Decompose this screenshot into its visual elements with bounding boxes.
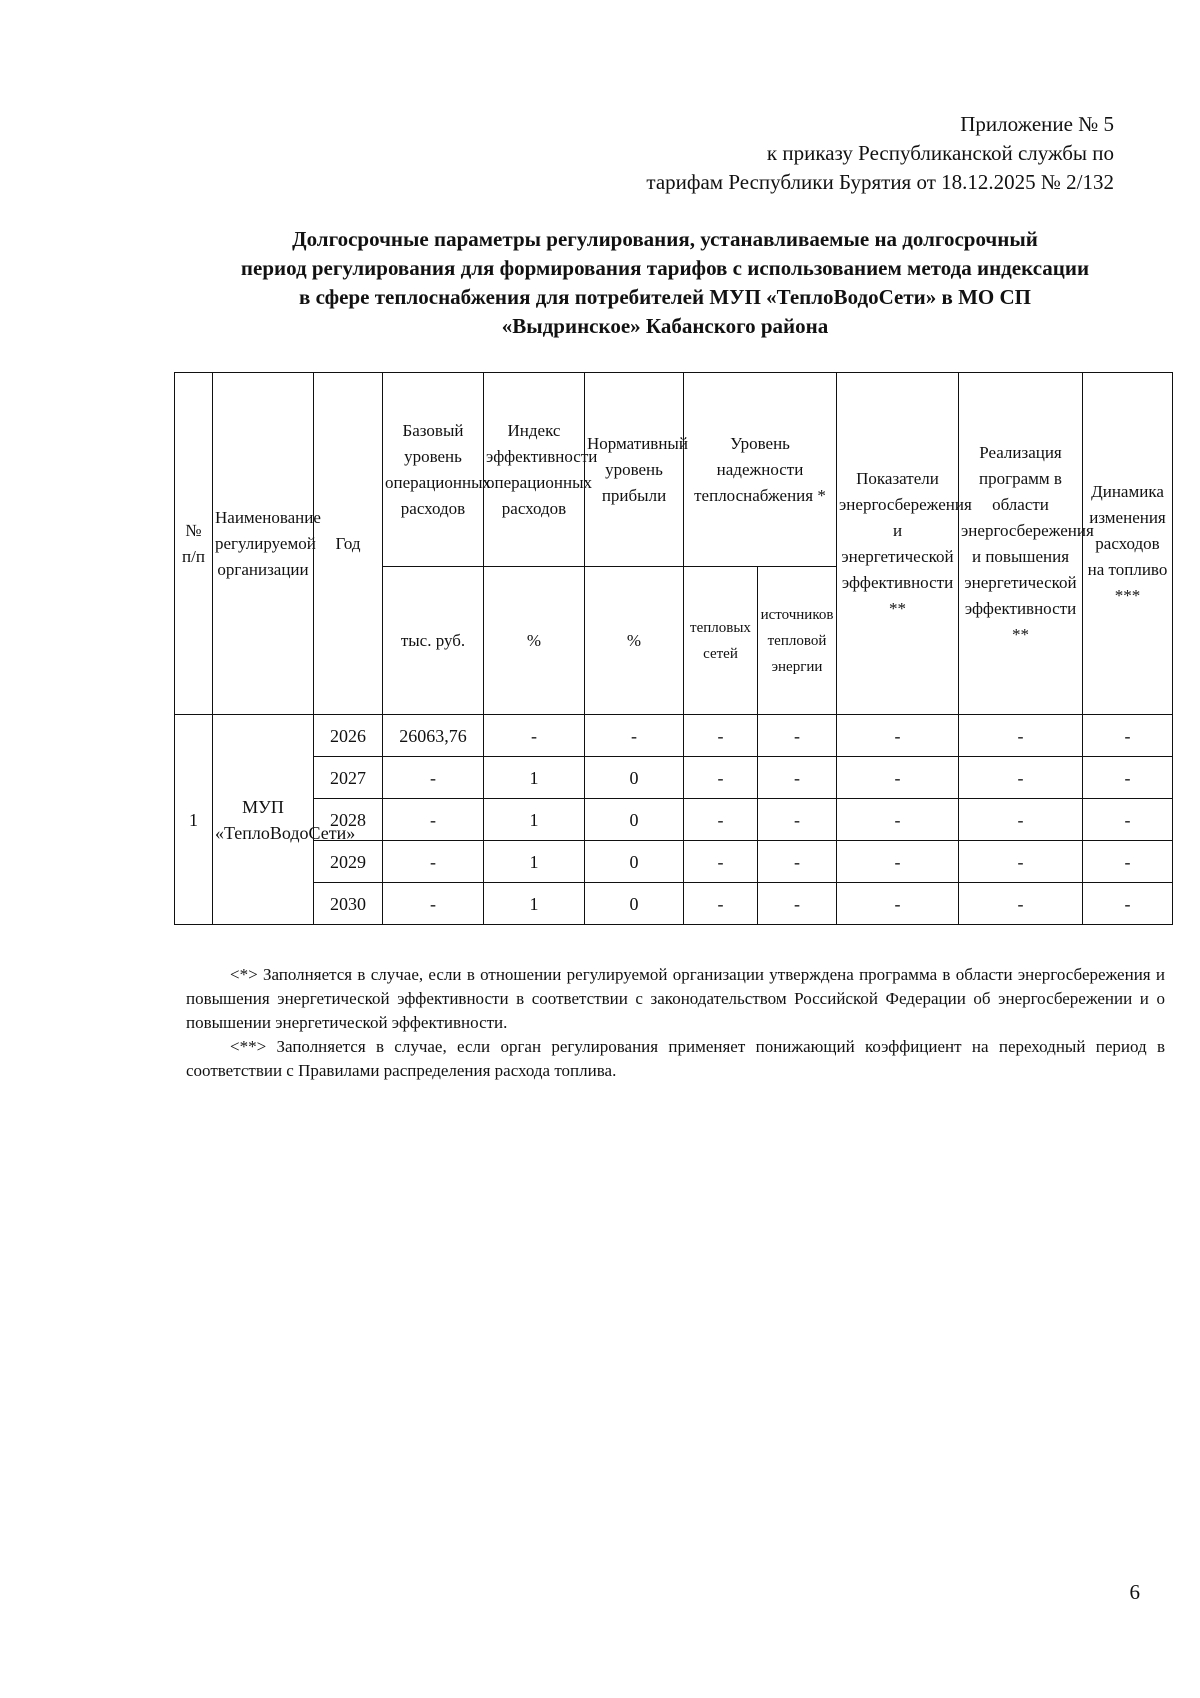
cell-profit: 0 — [585, 799, 684, 841]
header-org: Наименование регулируемой организации — [213, 373, 314, 715]
title-line-2: период регулирования для формирования тарифов с использованием метода индексации — [240, 256, 1090, 280]
cell-sources: - — [758, 757, 837, 799]
cell-fuel: - — [1083, 715, 1173, 757]
header-profit: Нормативный уровень прибыли — [585, 373, 684, 567]
cell-profit: 0 — [585, 883, 684, 925]
cell-base: 26063,76 — [383, 715, 484, 757]
table-row — [175, 715, 1173, 757]
header-index: Индекс эффективности операционных расходов — [484, 373, 585, 567]
header-row — [175, 373, 1173, 567]
cell-base: - — [383, 799, 484, 841]
header-programs: Реализация программ в области энергосбережения и повышения энергетической эффективности ** — [959, 373, 1083, 715]
cell-fuel: - — [1083, 883, 1173, 925]
cell-networks: - — [684, 883, 758, 925]
cell-sources: - — [758, 799, 837, 841]
cell-energy: - — [837, 841, 959, 883]
cell-networks: - — [684, 841, 758, 883]
cell-sources: - — [758, 715, 837, 757]
cell-fuel: - — [1083, 799, 1173, 841]
cell-programs: - — [959, 715, 1083, 757]
cell-year: 2030 — [314, 883, 383, 925]
cell-sources: - — [758, 883, 837, 925]
cell-profit: 0 — [585, 757, 684, 799]
cell-profit: - — [585, 715, 684, 757]
row-number: 1 — [175, 715, 213, 925]
cell-base: - — [383, 841, 484, 883]
cell-year: 2029 — [314, 841, 383, 883]
header-num: № п/п — [175, 373, 213, 715]
footnotes — [186, 963, 1165, 1083]
appendix-header — [646, 110, 1114, 197]
cell-energy: - — [837, 757, 959, 799]
document-title — [160, 225, 1170, 341]
header-fuel: Динамика изменения расходов на топливо *** — [1083, 373, 1173, 715]
unit-sources: источников тепловой энергии — [758, 567, 837, 715]
appendix-line-2: к приказу Республиканской службы по — [766, 141, 1114, 165]
parameters-table — [174, 372, 1173, 925]
title-line-4: «Выдринское» Кабанского района — [501, 314, 829, 338]
org-name: МУП «ТеплоВодоСети» — [213, 715, 314, 925]
header-year: Год — [314, 373, 383, 715]
cell-year: 2028 — [314, 799, 383, 841]
cell-energy: - — [837, 883, 959, 925]
appendix-line-3: тарифам Республики Бурятия от 18.12.2025 № 2/132 — [646, 170, 1114, 194]
cell-index: - — [484, 715, 585, 757]
page-number: 6 — [1129, 1580, 1140, 1604]
cell-base: - — [383, 757, 484, 799]
footnote-1: <*> Заполняется в случае, если в отношении регулируемой организации утверждена программа в области энергосбережения и повышения энергетической эффективности в соответствии с законодательством Российской Федерации об энергосбережении и о повышении энергетической эффективности. — [186, 965, 1165, 1032]
cell-energy: - — [837, 799, 959, 841]
cell-programs: - — [959, 799, 1083, 841]
cell-index: 1 — [484, 799, 585, 841]
cell-fuel: - — [1083, 841, 1173, 883]
cell-programs: - — [959, 841, 1083, 883]
cell-sources: - — [758, 841, 837, 883]
cell-index: 1 — [484, 841, 585, 883]
table-row — [175, 757, 1173, 799]
footnote-2: <**> Заполняется в случае, если орган регулирования применяет понижающий коэффициент на переходный период в соответствии с Правилами распределения расхода топлива. — [186, 1037, 1165, 1080]
cell-networks: - — [684, 757, 758, 799]
header-base: Базовый уровень операционных расходов — [383, 373, 484, 567]
cell-programs: - — [959, 883, 1083, 925]
cell-programs: - — [959, 757, 1083, 799]
cell-profit: 0 — [585, 841, 684, 883]
header-energy-save: Показатели энергосбережения и энергетической эффективности ** — [837, 373, 959, 715]
title-line-1: Долгосрочные параметры регулирования, устанавливаемые на долгосрочный — [292, 227, 1038, 251]
unit-base: тыс. руб. — [383, 567, 484, 715]
cell-networks: - — [684, 799, 758, 841]
unit-networks: тепловых сетей — [684, 567, 758, 715]
cell-fuel: - — [1083, 757, 1173, 799]
cell-base: - — [383, 883, 484, 925]
unit-index: % — [484, 567, 585, 715]
appendix-line-1: Приложение № 5 — [960, 112, 1114, 136]
unit-profit: % — [585, 567, 684, 715]
cell-index: 1 — [484, 883, 585, 925]
cell-networks: - — [684, 715, 758, 757]
table-row — [175, 841, 1173, 883]
cell-index: 1 — [484, 757, 585, 799]
title-line-3: в сфере теплоснабжения для потребителей МУП «ТеплоВодоСети» в МО СП — [299, 285, 1031, 309]
header-reliability: Уровень надежности теплоснабжения * — [684, 373, 837, 567]
cell-energy: - — [837, 715, 959, 757]
cell-year: 2027 — [314, 757, 383, 799]
cell-year: 2026 — [314, 715, 383, 757]
table-row — [175, 883, 1173, 925]
